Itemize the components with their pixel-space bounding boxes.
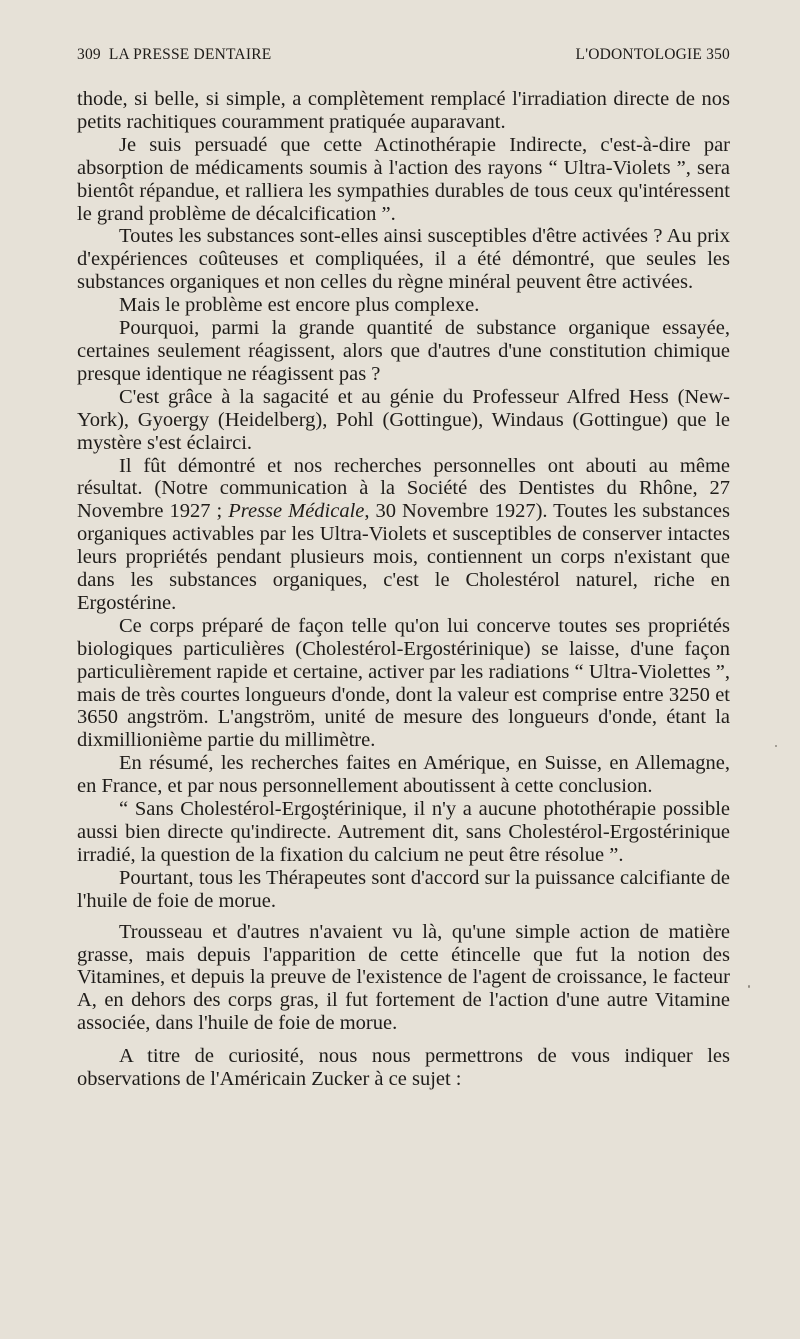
paragraph-6: C'est grâce à la sagacité et au génie du Professeur Alfred Hess (New-York), Gyoergy (Heidelberg), Pohl (Gottingue), Windaus (Gottingue) que le mystère s'est éclairci. <box>77 385 730 454</box>
paragraph-10: “ Sans Cholestérol-Ergoştérinique, il n'y a aucune photothérapie possible aussi bien directe qu'indirecte. Autrement dit, sans Cholestérol-Ergostérinique irradié, la question de la fixation du calcium ne peut être résolue ”. <box>77 798 730 866</box>
left-journal-title: LA PRESSE DENTAIRE <box>108 46 272 63</box>
paragraph-7 <box>77 455 730 615</box>
paragraph-1: thode, si belle, si simple, a complètement remplacé l'irradiation directe de nos petits rachitiques couramment pratiquée auparavant. <box>77 88 730 133</box>
header-left <box>77 46 271 64</box>
paragraph-2: Je suis persuadé que cette Actinothérapie Indirecte, c'est-à-dire par absorption de médicaments soumis à l'action des rayons “ Ultra-Violets ”, sera bientôt répandue, et ralliera les sympathies durables de tous ceux qu'intéressent le grand problème de décalcification ”. <box>77 133 730 225</box>
right-page-number: 350 <box>706 46 730 63</box>
paragraph-8: Ce corps préparé de façon telle qu'on lui concerve toutes ses propriétés biologiques particulières (Cholestérol-Ergostérinique) se laisse, d'une façon particulièrement rapide et certaine, activer par les radiations “ Ultra-Violettes ”, mais de très courtes longueurs d'onde, dont la valeur est comprise entre 3250 et 3650 angström. L'angström, unité de mesure des longueurs d'onde, étant la dixmillionième partie du millimètre. <box>77 614 730 752</box>
paragraph-9: En résumé, les recherches faites en Amérique, en Suisse, en Allemagne, en France, et par nous personnellement aboutissent à cette conclusion. <box>77 752 730 798</box>
print-speck <box>775 745 777 747</box>
paragraph-4: Mais le problème est encore plus complexe. <box>119 294 480 317</box>
right-journal-title: L'ODONTOLOGIE <box>575 46 703 63</box>
paragraph-13: A titre de curiosité, nous nous permettrons de vous indiquer les observations de l'Américain Zucker à ce sujet : <box>77 1045 730 1091</box>
paragraph-3: Toutes les substances sont-elles ainsi susceptibles d'être activées ? Au prix d'expériences coûteuses et compliquées, il a été démontré, que seules les substances organiques et non celles du règne minéral peuvent être activées. <box>77 225 730 294</box>
paragraph-11: Pourtant, tous les Thérapeutes sont d'accord sur la puissance calcifiante de l'huile de foie de morue. <box>77 866 730 912</box>
article-body <box>77 88 730 1091</box>
paragraph-5: Pourquoi, parmi la grande quantité de substance organique essayée, certaines seulement réagissent, alors que d'autres d'une constitution chimique presque identique ne réagissent pas ? <box>77 317 730 385</box>
left-page-number: 309 <box>77 46 101 63</box>
journal-citation: Presse Médicale <box>228 500 365 523</box>
paragraph-7-part-1: Il fût démontré et nos recherches personnelles ont abouti au même résultat. (Notre communication à la Société des Dentistes du Rhône, 27 Novembre 1927 ; <box>77 454 730 523</box>
print-speck <box>748 985 750 988</box>
paragraph-12: Trousseau et d'autres n'avaient vu là, qu'une simple action de matière grasse, mais depuis l'apparition de cette étincelle que fut la notion des Vitamines, et depuis la preuve de l'existence de l'agent de croissance, le facteur A, en dehors des corps gras, il fut fortement de l'action d'une autre Vitamine associée, dans l'huile de foie de morue. <box>77 920 730 1035</box>
header-right <box>576 46 730 64</box>
paragraph-7-part-2: , 30 Novembre 1927). Toutes les substances organiques activables par les Ultra-Violets et susceptibles de conserver intactes leurs propriétés pendant plusieurs mois, contiennent un corps n'existant que dans les substances organiques, c'est le Cholestérol naturel, riche en Ergostérine. <box>77 500 730 614</box>
